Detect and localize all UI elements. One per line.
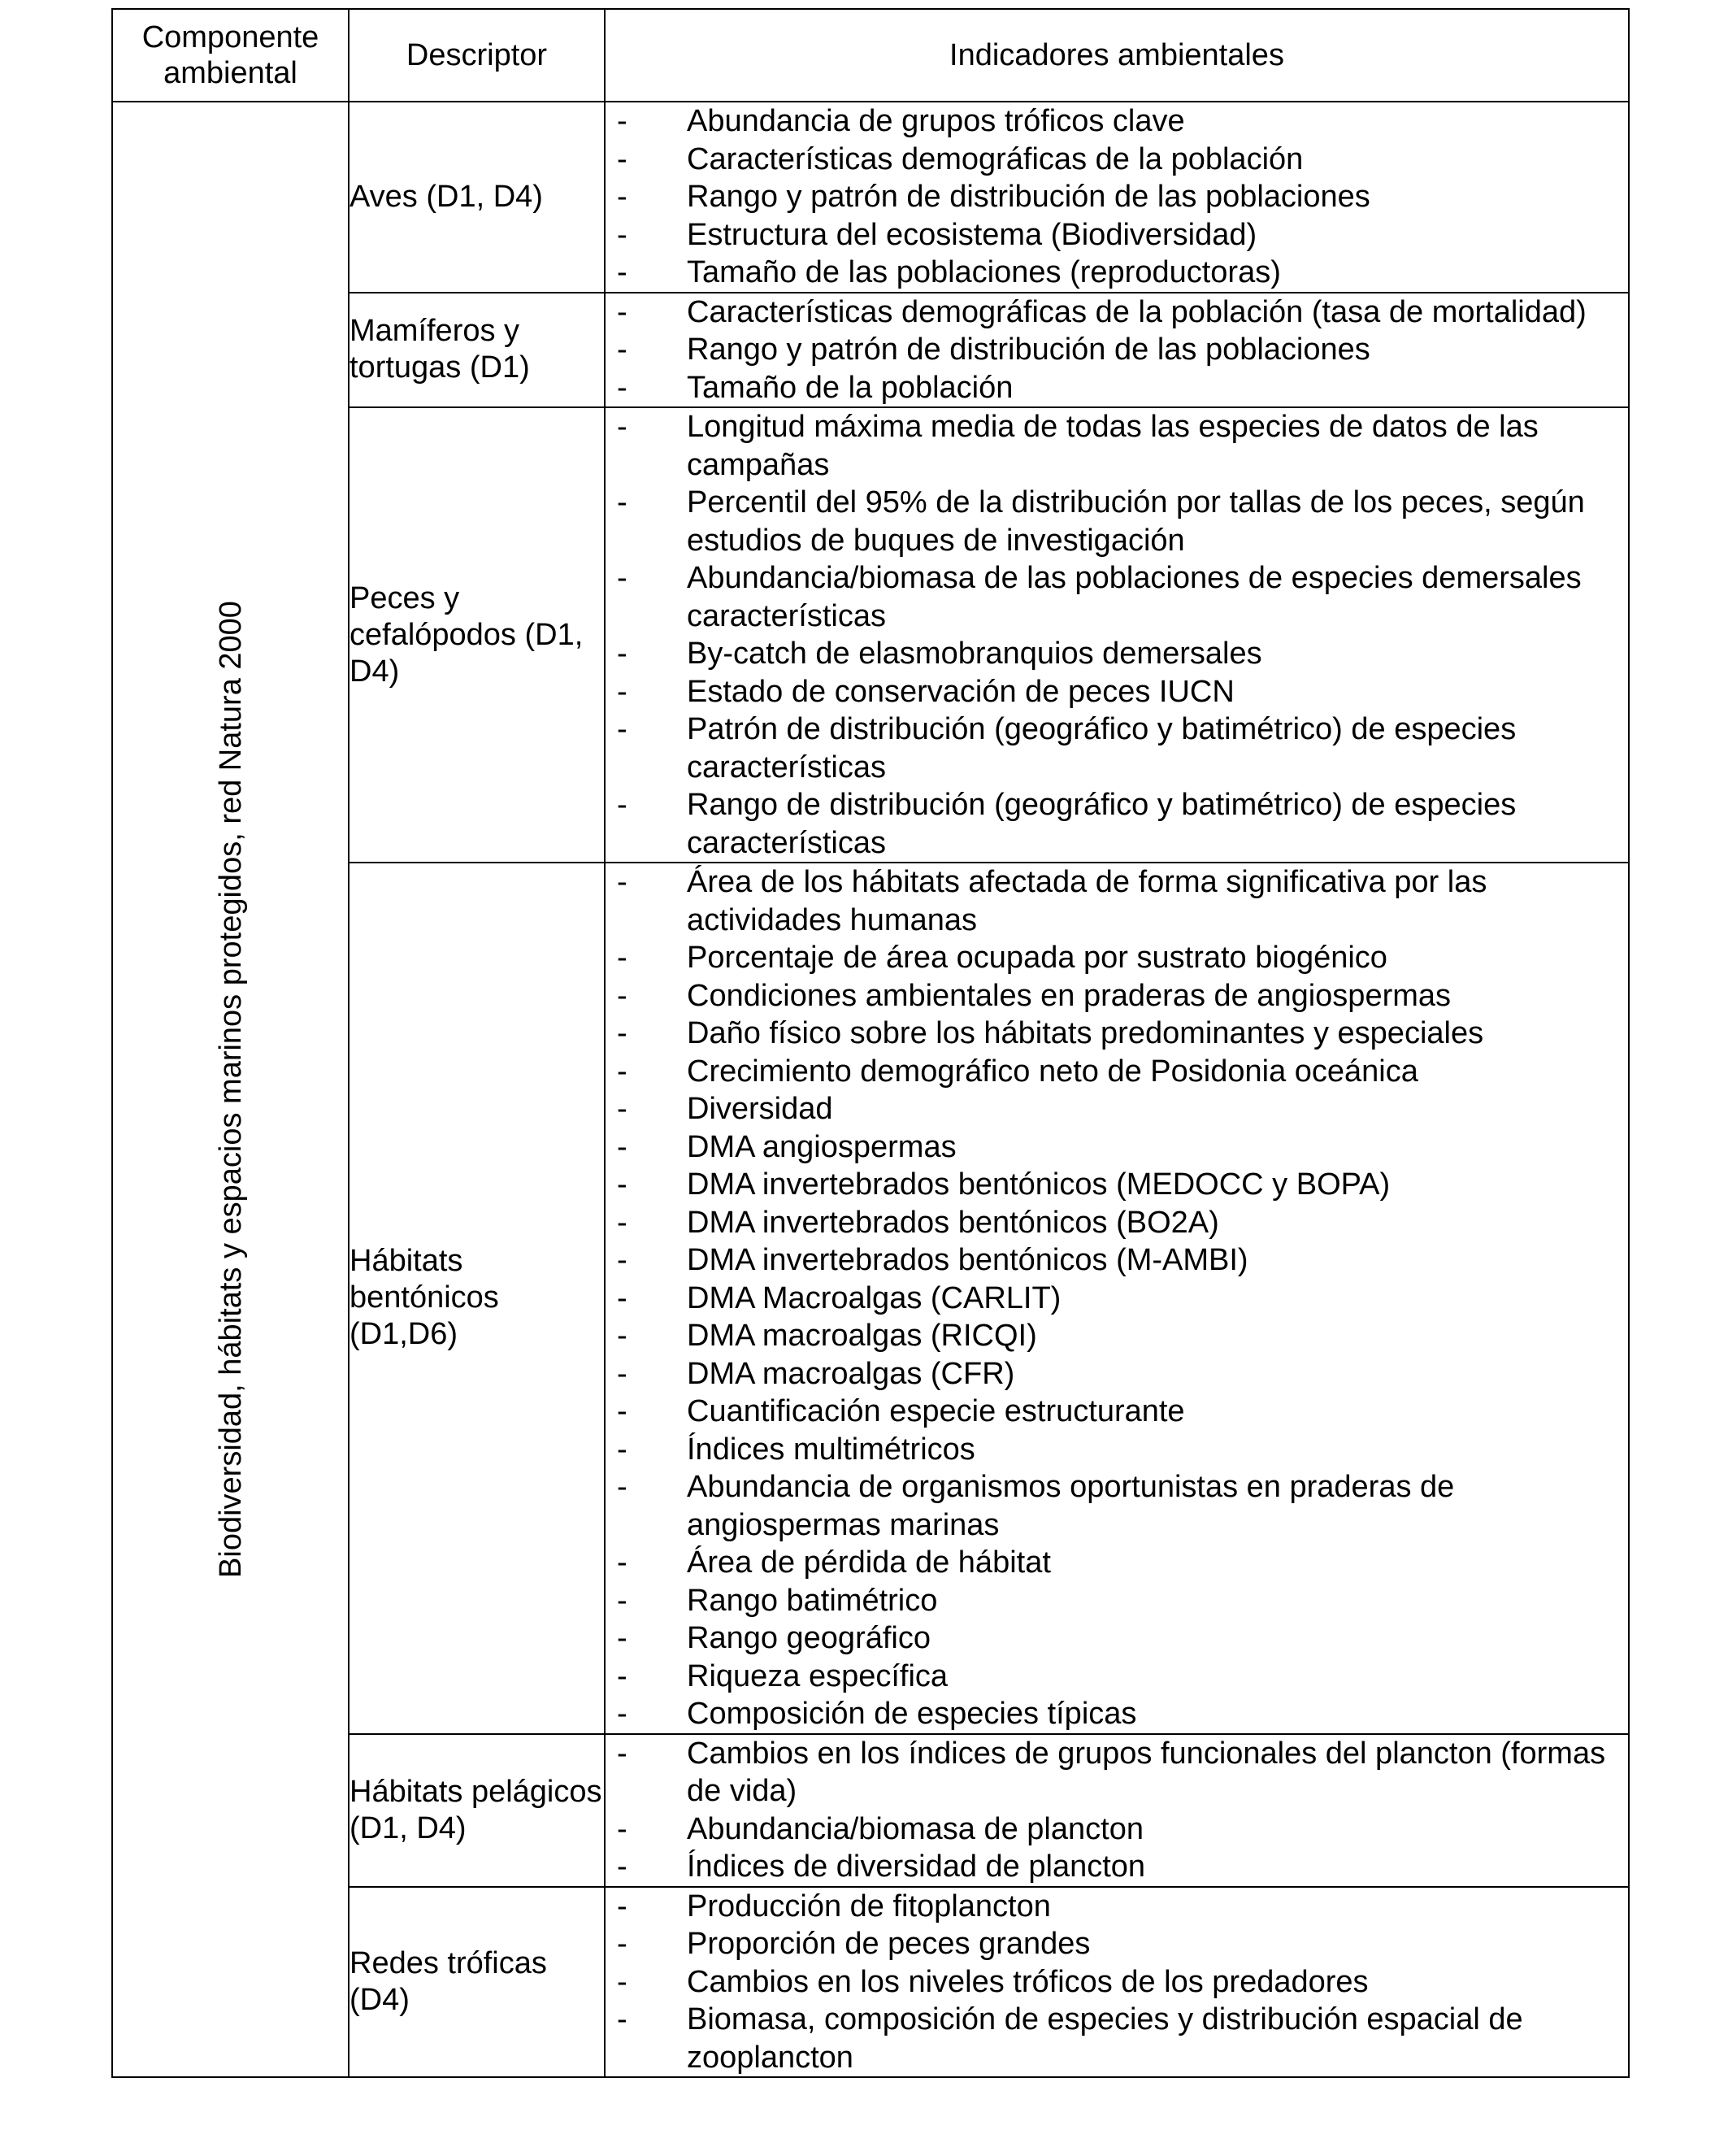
bullet-dash: - [617,180,627,214]
list-item [606,254,1612,292]
list-item [606,1925,1612,1963]
indicator-text: Patrón de distribución (geográfico y batimétrico) de especies características [687,712,1517,785]
list-item [606,408,1612,484]
indicator-text: Características demográficas de la población (tasa de mortalidad) [687,294,1587,329]
indicator-text: Crecimiento demográfico neto de Posidonia oceánica [687,1054,1418,1089]
table-row [112,102,1629,293]
indicator-text: Cuantificación especie estructurante [687,1394,1185,1428]
indicator-text: Rango y patrón de distribución de las poblaciones [687,180,1370,214]
list-item [606,673,1612,711]
indicator-text: Cambios en los índices de grupos funcionales del plancton (formas de vida) [687,1736,1606,1808]
indicator-text: Producción de fitoplancton [687,1889,1051,1923]
list-item [606,102,1612,141]
indicator-text: DMA macroalgas (RICQI) [687,1319,1037,1353]
bullet-dash: - [617,2002,627,2036]
bullet-dash: - [617,712,627,746]
descriptor-cell: Peces y cefalópodos (D1, D4) [349,407,605,863]
bullet-dash: - [617,370,627,405]
list-item [606,1280,1612,1318]
list-item [606,1888,1612,1926]
list-item [606,1241,1612,1280]
bullet-dash: - [617,410,627,444]
indicator-text: DMA invertebrados bentónicos (M-AMBI) [687,1243,1248,1277]
indicator-text: Rango batimétrico [687,1583,938,1618]
bullet-dash: - [617,1054,627,1089]
indicator-text: Índices multimétricos [687,1432,975,1467]
indicator-text: Biomasa, composición de especies y distribución espacial de zooplancton [687,2002,1523,2075]
bullet-dash: - [617,1394,627,1428]
indicator-list [606,408,1628,862]
indicator-text: DMA invertebrados bentónicos (MEDOCC y BOPA) [687,1167,1391,1202]
indicator-list [606,293,1628,407]
list-item [606,559,1612,635]
descriptor-cell: Hábitats bentónicos (D1,D6) [349,863,605,1734]
indicator-list [606,863,1628,1733]
bullet-dash: - [617,1470,627,1504]
indicators-cell [605,407,1629,863]
descriptor-cell: Mamíferos y tortugas (D1) [349,293,605,408]
indicator-text: Tamaño de la población [687,370,1014,405]
indicators-cell [605,1734,1629,1887]
bullet-dash: - [617,865,627,899]
list-item [606,1166,1612,1204]
header-descriptor: Descriptor [349,9,605,102]
list-item [606,1053,1612,1091]
bullet-dash: - [617,978,627,1013]
list-item [606,635,1612,673]
component-cell [112,102,349,2077]
indicator-text: Composición de especies típicas [687,1697,1137,1731]
indicators-table [111,8,1630,2078]
indicator-text: Daño físico sobre los hábitats predominantes y especiales [687,1016,1484,1050]
indicator-text: Porcentaje de área ocupada por sustrato biogénico [687,941,1387,975]
indicator-text: Longitud máxima media de todas las especies de datos de las campañas [687,410,1539,482]
bullet-dash: - [617,294,627,329]
bullet-dash: - [617,637,627,671]
indicator-text: DMA macroalgas (CFR) [687,1356,1015,1391]
list-item [606,141,1612,179]
list-item [606,1015,1612,1053]
list-item [606,939,1612,977]
indicator-list [606,1735,1628,1886]
indicator-list [606,102,1628,292]
indicators-cell [605,102,1629,293]
indicator-text: Rango y patrón de distribución de las poblaciones [687,333,1370,367]
bullet-dash: - [617,1243,627,1277]
indicator-text: By-catch de elasmobranquios demersales [687,637,1262,671]
list-item [606,484,1612,559]
bullet-dash: - [617,1889,627,1923]
bullet-dash: - [617,1280,627,1315]
descriptor-cell: Aves (D1, D4) [349,102,605,293]
list-item [606,1544,1612,1582]
list-item [606,1090,1612,1128]
list-item [606,1582,1612,1620]
list-item [606,1204,1612,1242]
bullet-dash: - [617,1964,627,1999]
indicator-list [606,1888,1628,2077]
indicator-text: Abundancia/biomasa de las poblaciones de especies demersales características [687,561,1582,633]
bullet-dash: - [617,941,627,975]
bullet-dash: - [617,1092,627,1126]
list-item [606,786,1612,862]
bullet-dash: - [617,674,627,709]
header-component: Componente ambiental [112,9,349,102]
list-item [606,1468,1612,1544]
bullet-dash: - [617,1850,627,1884]
list-item [606,977,1612,1015]
indicator-text: Estructura del ecosistema (Biodiversidad) [687,217,1257,252]
bullet-dash: - [617,141,627,176]
bullet-dash: - [617,1167,627,1202]
list-item [606,1848,1612,1886]
bullet-dash: - [617,1927,627,1961]
list-item [606,1810,1612,1849]
list-item [606,178,1612,216]
bullet-dash: - [617,1545,627,1580]
indicator-text: Proporción de peces grandes [687,1927,1091,1961]
indicator-text: Estado de conservación de peces IUCN [687,674,1235,709]
header-indicators: Indicadores ambientales [605,9,1629,102]
list-item [606,1431,1612,1469]
indicator-text: Abundancia/biomasa de plancton [687,1811,1144,1846]
indicator-text: Índices de diversidad de plancton [687,1850,1146,1884]
list-item [606,216,1612,254]
bullet-dash: - [617,1583,627,1618]
list-item [606,1695,1612,1733]
indicator-text: Diversidad [687,1092,833,1126]
indicator-text: Percentil del 95% de la distribución por tallas de los peces, según estudios de buques de investigación [687,485,1585,558]
list-item [606,369,1612,407]
list-item [606,1658,1612,1696]
list-item [606,2001,1612,2076]
list-item [606,293,1612,332]
indicators-cell [605,863,1629,1734]
indicator-text: Condiciones ambientales en praderas de angiospermas [687,978,1452,1013]
bullet-dash: - [617,255,627,289]
header-row [112,9,1629,102]
indicators-cell [605,293,1629,408]
indicator-text: Características demográficas de la población [687,141,1304,176]
bullet-dash: - [617,1658,627,1693]
indicator-text: Abundancia de organismos oportunistas en praderas de angiospermas marinas [687,1470,1455,1542]
descriptor-cell: Hábitats pelágicos (D1, D4) [349,1734,605,1887]
list-item [606,1393,1612,1431]
bullet-dash: - [617,1432,627,1467]
indicator-text: Abundancia de grupos tróficos clave [687,104,1185,138]
bullet-dash: - [617,1811,627,1846]
table-body [112,102,1629,2077]
bullet-dash: - [617,788,627,822]
indicator-text: Tamaño de las poblaciones (reproductoras) [687,255,1281,289]
bullet-dash: - [617,1205,627,1240]
list-item [606,1355,1612,1393]
list-item [606,331,1612,369]
indicators-cell [605,1887,1629,2078]
indicator-text: Rango geográfico [687,1621,931,1655]
bullet-dash: - [617,1697,627,1731]
indicator-text: Rango de distribución (geográfico y batimétrico) de especies características [687,788,1517,860]
bullet-dash: - [617,1736,627,1771]
bullet-dash: - [617,1016,627,1050]
indicator-text: Área de pérdida de hábitat [687,1545,1051,1580]
list-item [606,1128,1612,1167]
indicator-text: DMA angiospermas [687,1129,957,1164]
indicator-text: Cambios en los niveles tróficos de los predadores [687,1964,1369,1999]
indicator-text: DMA Macroalgas (CARLIT) [687,1280,1062,1315]
bullet-dash: - [617,1129,627,1164]
bullet-dash: - [617,104,627,138]
descriptor-cell: Redes tróficas (D4) [349,1887,605,2078]
bullet-dash: - [617,217,627,252]
indicator-text: DMA invertebrados bentónicos (BO2A) [687,1205,1219,1240]
bullet-dash: - [617,333,627,367]
bullet-dash: - [617,485,627,519]
list-item [606,711,1612,786]
component-label: Biodiversidad, hábitats y espacios marinos protegidos, red Natura 2000 [213,601,248,1578]
list-item [606,1619,1612,1658]
bullet-dash: - [617,561,627,595]
bullet-dash: - [617,1621,627,1655]
list-item [606,1735,1612,1810]
bullet-dash: - [617,1356,627,1391]
bullet-dash: - [617,1319,627,1353]
list-item [606,1317,1612,1355]
indicator-text: Riqueza específica [687,1658,949,1693]
list-item [606,863,1612,939]
list-item [606,1963,1612,2002]
indicator-text: Área de los hábitats afectada de forma significativa por las actividades humanas [687,865,1487,937]
